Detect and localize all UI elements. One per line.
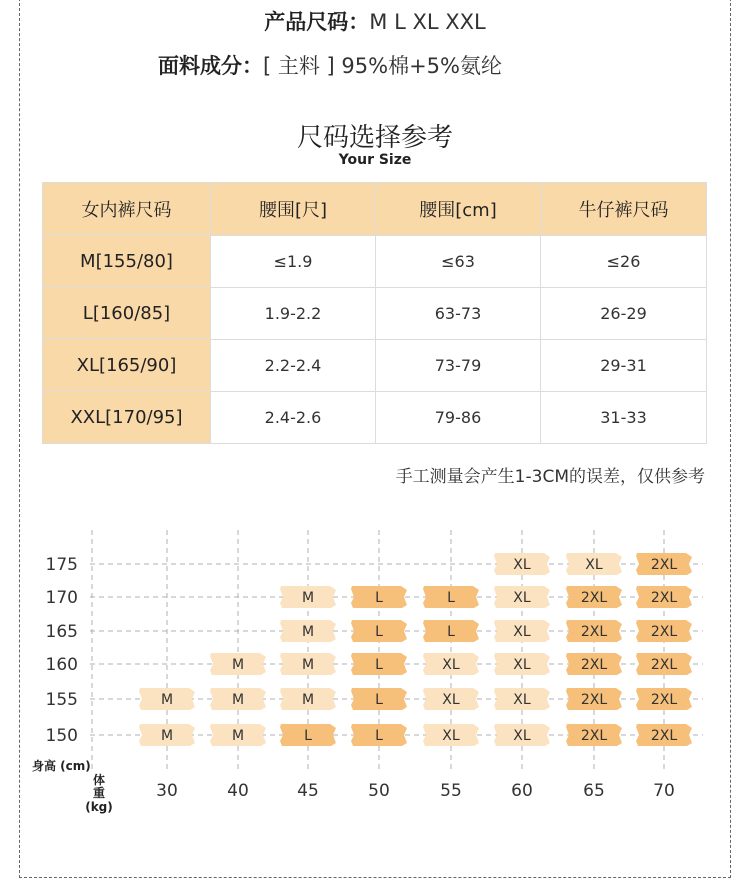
size-badge-label: XL xyxy=(442,692,460,708)
fabric-value: [ 主料 ] 95%棉+5%氨纶 xyxy=(263,54,502,78)
size-badge-label: L xyxy=(375,692,383,708)
table-row xyxy=(43,236,707,288)
y-tick-label: 150 xyxy=(45,726,78,746)
size-badge-label: 2XL xyxy=(650,557,678,573)
y-tick-label: 175 xyxy=(45,555,78,575)
size-badge-label: 2XL xyxy=(650,692,678,708)
x-axis-label: 体重(kg) xyxy=(85,773,113,814)
fabric-line xyxy=(158,50,502,80)
size-badge-label: M xyxy=(231,657,245,673)
size-badge-label: L xyxy=(447,590,455,606)
size-badge-label: 2XL xyxy=(650,728,678,744)
size-badge-label: 2XL xyxy=(650,657,678,673)
y-tick-label: 160 xyxy=(45,655,78,675)
header-cell: 牛仔裤尺码 xyxy=(541,183,707,236)
size-badge-label: 2XL xyxy=(580,624,608,640)
y-tick-label: 170 xyxy=(45,588,78,608)
header-cell: 腰围[cm] xyxy=(376,183,541,236)
y-tick-label: 165 xyxy=(45,622,78,642)
size-badge-label: L xyxy=(375,657,383,673)
header-cell: 女内裤尺码 xyxy=(43,183,211,236)
x-tick-label: 30 xyxy=(156,781,178,801)
size-badge-label: 2XL xyxy=(580,692,608,708)
size-badge-label: 2XL xyxy=(650,624,678,640)
x-tick-label: 40 xyxy=(227,781,249,801)
size-badge-label: XL xyxy=(513,657,531,673)
size-badge-label: 2XL xyxy=(580,590,608,606)
row-header-cell: M[155/80] xyxy=(43,236,211,288)
size-table xyxy=(42,182,707,444)
size-badge-label: M xyxy=(231,728,245,744)
size-badge-label: L xyxy=(304,728,312,744)
table-cell: 73-79 xyxy=(376,340,541,392)
measurement-note: 手工测量会产生1-3CM的误差，仅供参考 xyxy=(395,467,705,487)
table-cell: 2.2-2.4 xyxy=(211,340,376,392)
size-badge-label: L xyxy=(447,624,455,640)
size-badge-label: L xyxy=(375,728,383,744)
table-cell: 2.4-2.6 xyxy=(211,392,376,444)
table-cell: 63-73 xyxy=(376,288,541,340)
table-row xyxy=(43,392,707,444)
size-badge-label: M xyxy=(231,692,245,708)
size-badge-label: M xyxy=(160,728,174,744)
size-fit-chart xyxy=(0,520,750,820)
table-cell: ≤26 xyxy=(541,236,707,288)
x-tick-label: 70 xyxy=(653,781,675,801)
size-table-header xyxy=(43,183,707,236)
size-badge-label: L xyxy=(375,624,383,640)
fabric-label: 面料成分： xyxy=(158,54,263,78)
size-badge-label: 2XL xyxy=(650,590,678,606)
table-row xyxy=(43,340,707,392)
table-cell: 26-29 xyxy=(541,288,707,340)
table-cell: 79-86 xyxy=(376,392,541,444)
size-badge-label: 2XL xyxy=(580,657,608,673)
size-badge-label: XL xyxy=(442,657,460,673)
table-cell: ≤63 xyxy=(376,236,541,288)
size-section-title: 尺码选择参考 xyxy=(296,123,453,153)
x-tick-label: 45 xyxy=(297,781,319,801)
y-tick-label: 155 xyxy=(45,690,78,710)
row-header-cell: XL[165/90] xyxy=(43,340,211,392)
size-section-subtitle: Your Size xyxy=(338,152,412,168)
size-badge-label: M xyxy=(160,692,174,708)
size-badge-label: 2XL xyxy=(580,728,608,744)
x-tick-label: 65 xyxy=(583,781,605,801)
size-badge-label: XL xyxy=(513,590,531,606)
size-badge-label: XL xyxy=(513,624,531,640)
size-badge-label: XL xyxy=(442,728,460,744)
product-size-line xyxy=(0,6,750,36)
size-badge-label: M xyxy=(301,590,315,606)
row-header-cell: XXL[170/95] xyxy=(43,392,211,444)
size-badge-label: XL xyxy=(513,692,531,708)
table-cell: 1.9-2.2 xyxy=(211,288,376,340)
size-badge-label: M xyxy=(301,692,315,708)
x-tick-label: 60 xyxy=(511,781,533,801)
product-size-label: 产品尺码： xyxy=(264,10,370,34)
table-cell: 31-33 xyxy=(541,392,707,444)
size-badge-label: L xyxy=(375,590,383,606)
size-badge-label: M xyxy=(301,657,315,673)
header-cell: 腰围[尺] xyxy=(211,183,376,236)
product-size-value: M L XL XXL xyxy=(369,10,486,34)
y-axis-label: 身高 (cm) xyxy=(32,759,91,773)
row-header-cell: L[160/85] xyxy=(43,288,211,340)
table-row xyxy=(43,288,707,340)
size-badge-label: XL xyxy=(513,728,531,744)
x-tick-label: 55 xyxy=(440,781,462,801)
size-badge-label: XL xyxy=(513,557,531,573)
size-badge-label: M xyxy=(301,624,315,640)
x-tick-label: 50 xyxy=(368,781,390,801)
table-cell: ≤1.9 xyxy=(211,236,376,288)
table-cell: 29-31 xyxy=(541,340,707,392)
size-badge-label: XL xyxy=(585,557,603,573)
